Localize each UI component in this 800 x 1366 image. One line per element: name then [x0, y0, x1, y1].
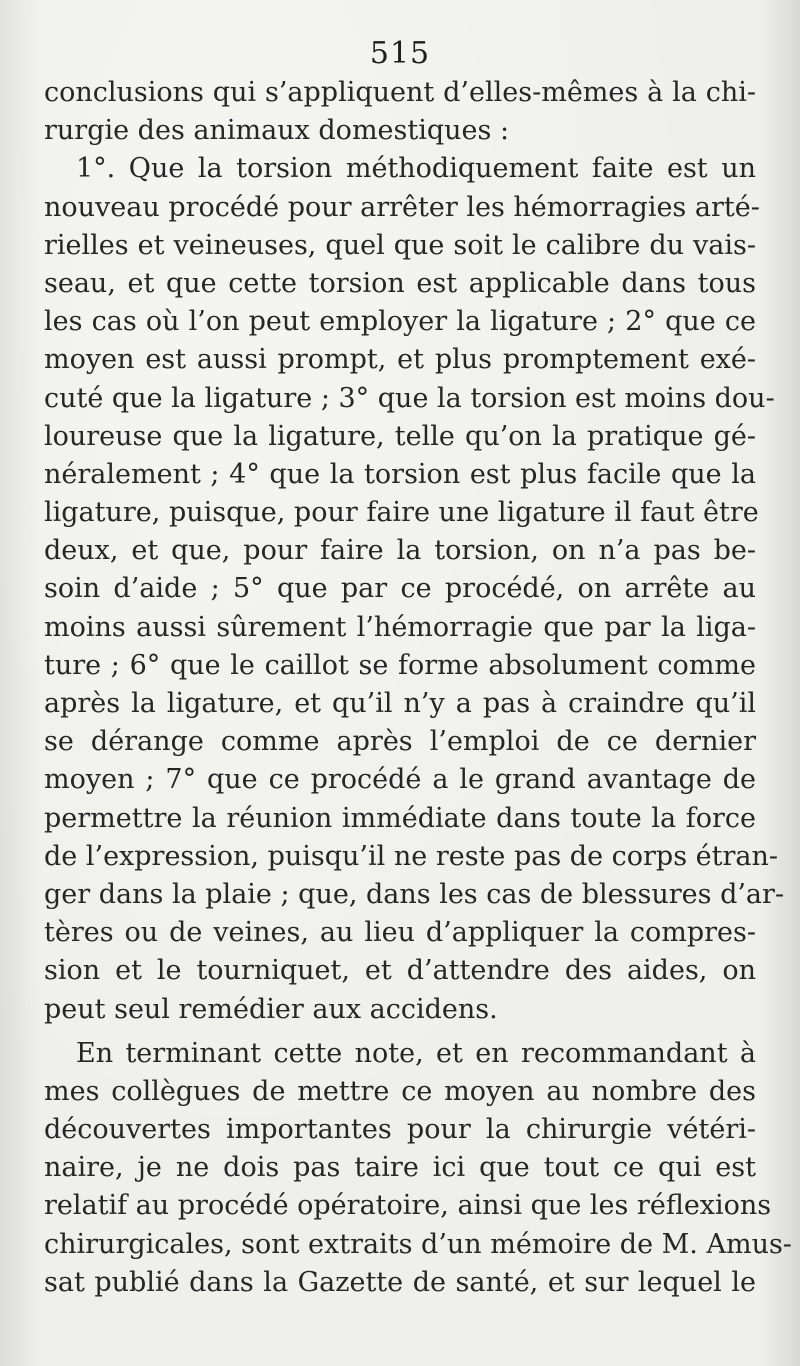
text-line: moins aussi sûrement l’hémorragie que par la liga-	[44, 611, 756, 643]
page-number: 515	[369, 36, 431, 71]
text-line: permettre la réunion immédiate dans toute la force	[44, 802, 756, 834]
text-line: 1°. Que la torsion méthodiquement faite est un	[76, 153, 756, 185]
text-line: nouveau procédé pour arrêter les hémorragies arté-	[44, 191, 760, 223]
text-line: relatif au procédé opératoire, ainsi que les réflexions	[44, 1190, 772, 1222]
text-line: sat publié dans la Gazette de santé, et sur lequel le	[44, 1266, 756, 1298]
text-line: après la ligature, et qu’il n’y a pas à craindre qu’il	[44, 688, 756, 719]
text-line: se dérange comme après l’emploi de ce dernier	[44, 726, 756, 758]
text-line: deux, et que, pour faire la torsion, on n’a pas be-	[44, 535, 756, 567]
text-line: soin d’aide ; 5° que par ce procédé, on arrête au	[44, 573, 756, 605]
body-text	[44, 74, 792, 1302]
text-line: tères ou de veines, au lieu d’appliquer la compres-	[44, 917, 756, 949]
text-line: de l’expression, puisqu’il ne reste pas de corps étran-	[44, 840, 778, 872]
text-line: moyen est aussi prompt, et plus promptement exé-	[44, 344, 756, 376]
text-line: ligature, puisque, pour faire une ligature il faut être	[44, 497, 759, 529]
text-line: découvertes importantes pour la chirurgie vétéri-	[44, 1114, 756, 1146]
text-line: naire, je ne dois pas taire ici que tout ce qui est	[44, 1152, 756, 1184]
text-line: chirurgicales, sont extraits d’un mémoire de M. Amus-	[44, 1228, 792, 1260]
text-line: En terminant cette note, et en recommandant à	[76, 1037, 756, 1069]
text-line: conclusions qui s’appliquent d’elles-mêmes à la chi-	[44, 77, 756, 108]
text-line: moyen ; 7° que ce procédé a le grand avantage de	[44, 764, 756, 796]
text-line: cuté que la ligature ; 3° que la torsion est moins dou-	[44, 382, 775, 414]
text-line: ture ; 6° que le caillot se forme absolument comme	[44, 649, 756, 681]
text-line: ger dans la plaie ; que, dans les cas de blessures d’ar-	[44, 878, 785, 910]
text-line: loureuse que la ligature, telle qu’on la pratique gé-	[44, 420, 756, 452]
text-line: peut seul remédier aux accidens.	[44, 993, 498, 1025]
text-line: rurgie des animaux domestiques :	[44, 115, 510, 147]
text-line: sion et le tourniquet, et d’attendre des aides, on	[44, 955, 756, 987]
text-line: les cas où l’on peut employer la ligature ; 2° que ce	[44, 306, 756, 338]
text-line: seau, et que cette torsion est applicable dans tous	[44, 267, 756, 299]
text-line: rielles et veineuses, quel que soit le calibre du vais-	[44, 229, 756, 261]
text-line: néralement ; 4° que la torsion est plus facile que la	[44, 458, 756, 490]
text-line: mes collègues de mettre ce moyen au nombre des	[44, 1075, 756, 1107]
